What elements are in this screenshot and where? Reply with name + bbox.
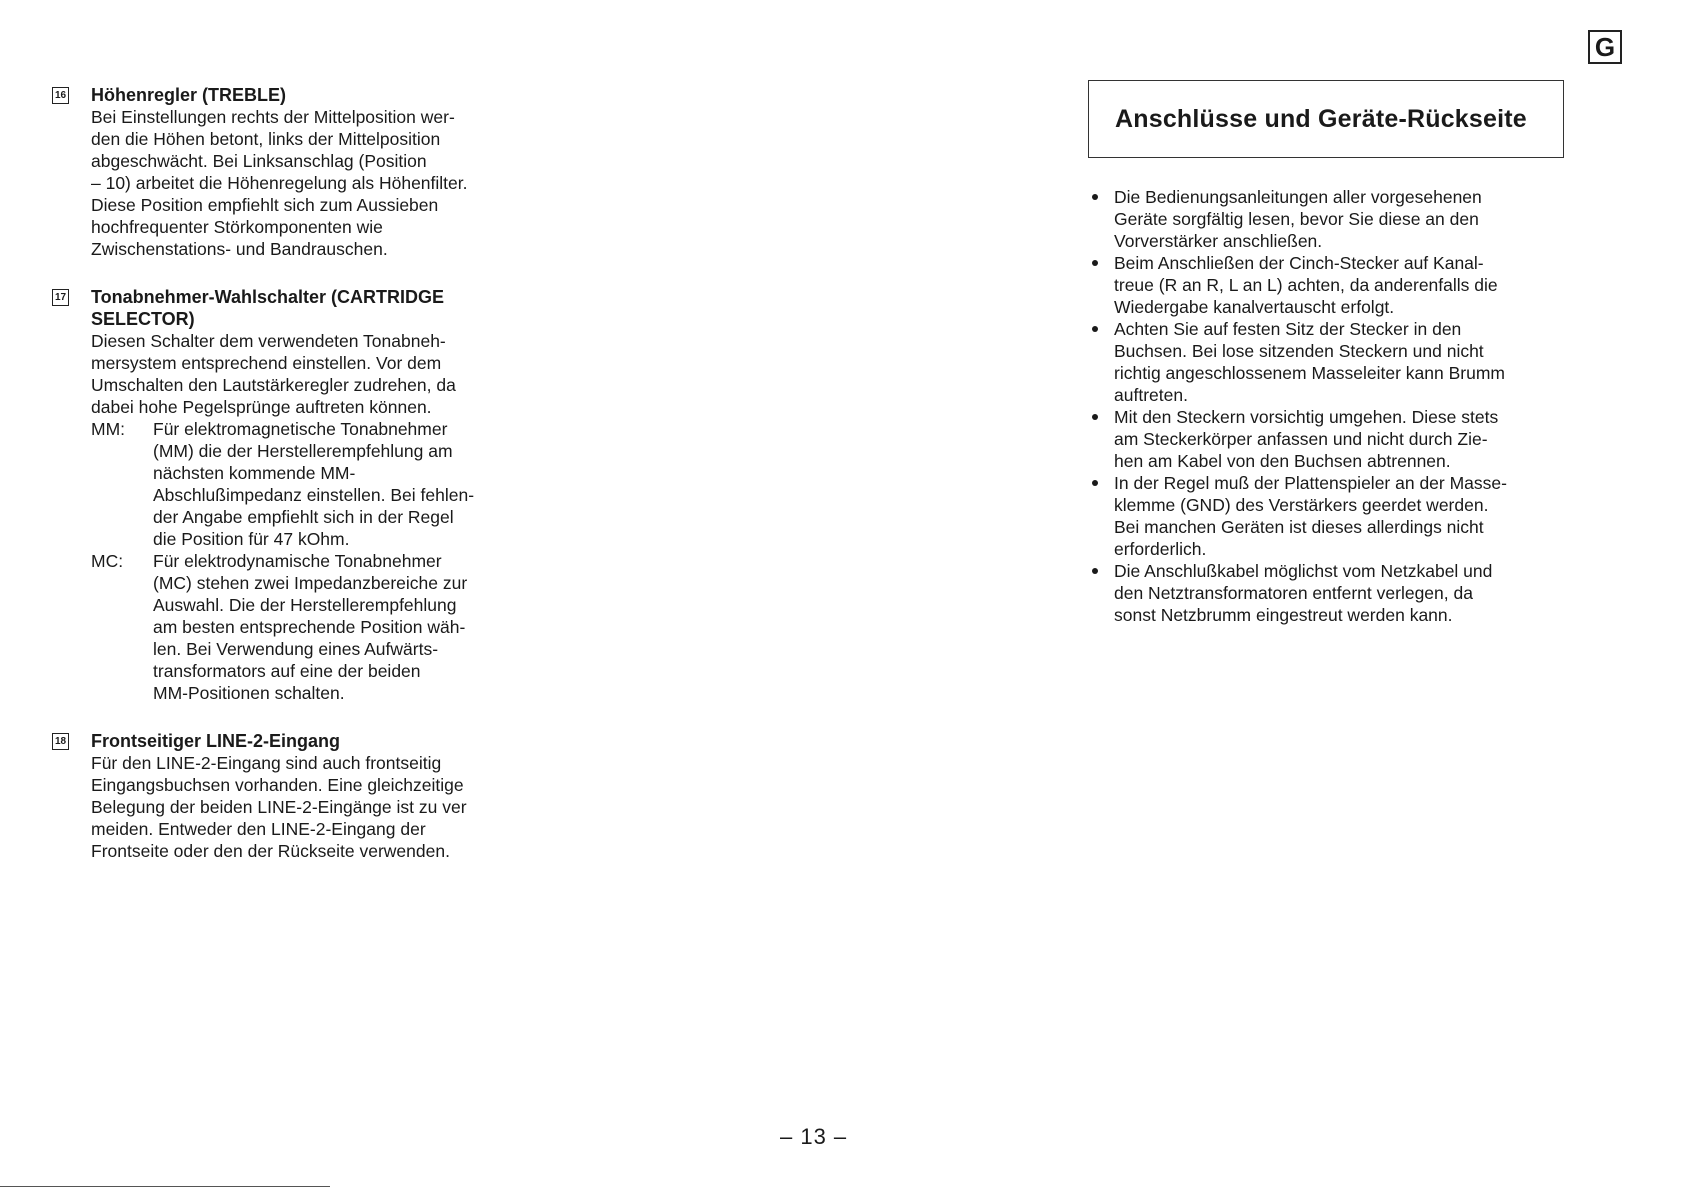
bullet-icon <box>1092 260 1098 266</box>
bullet-icon <box>1092 194 1098 200</box>
text-line: Für elektromagnetische Tonabnehmer <box>153 419 448 439</box>
text-line: – 10) arbeitet die Höhenregelung als Höhenfilter. <box>91 173 468 193</box>
text-line: Buchsen. Bei lose sitzenden Steckern und nicht <box>1114 341 1484 361</box>
text-line: Bei Einstellungen rechts der Mittelposition wer- <box>91 107 455 127</box>
text-line: Frontseite oder den der Rückseite verwenden. <box>91 841 450 861</box>
text-line: Zwischenstations- und Bandrauschen. <box>91 239 388 259</box>
section-number-16: 16 <box>52 87 69 104</box>
section-title: Höhenregler (TREBLE) <box>91 85 287 105</box>
title-line: Tonabnehmer-Wahlschalter (CARTRIDGE <box>91 287 445 307</box>
text-line: Mit den Steckern vorsichtig umgehen. Diese stets <box>1114 407 1499 427</box>
text-line: treue (R an R, L an L) achten, da anderenfalls die <box>1114 275 1498 295</box>
text-line: Die Anschlußkabel möglichst vom Netzkabel und <box>1114 561 1493 581</box>
right-column <box>1088 80 1588 626</box>
section-text <box>91 106 592 260</box>
page-number: – 13 – <box>780 1124 848 1149</box>
text-line: Diesen Schalter dem verwendeten Tonabneh- <box>91 331 446 351</box>
list-item <box>1088 318 1566 406</box>
section-treble <box>52 84 592 260</box>
text-line: Geräte sorgfältig lesen, bevor Sie diese an den <box>1114 209 1479 229</box>
list-item <box>1088 252 1566 318</box>
definition-text <box>153 418 533 550</box>
text-line: hochfrequenter Störkomponenten wie <box>91 217 383 237</box>
text-line: meiden. Entweder den LINE-2-Eingang der <box>91 819 426 839</box>
definition-mm <box>91 418 592 550</box>
bullet-icon <box>1092 480 1098 486</box>
text-line: Wiedergabe kanalvertauscht erfolgt. <box>1114 297 1395 317</box>
text-line: Für elektrodynamische Tonabnehmer <box>153 551 442 571</box>
text-line: Auswahl. Die der Herstellerempfehlung <box>153 595 457 615</box>
text-line: am besten entsprechende Position wäh- <box>153 617 466 637</box>
page-heading: Anschlüsse und Geräte-Rückseite <box>1115 104 1527 133</box>
text-line: mersystem entsprechend einstellen. Vor dem <box>91 353 442 373</box>
text-line: Umschalten den Lautstärkeregler zudrehen, da <box>91 375 456 395</box>
text-line: Achten Sie auf festen Sitz der Stecker in den <box>1114 319 1462 339</box>
definition-term: MM: <box>91 419 126 439</box>
text-line: Vorverstärker anschließen. <box>1114 231 1323 251</box>
bullet-list <box>1088 186 1566 626</box>
section-title: Frontseitiger LINE-2-Eingang <box>91 731 341 751</box>
text-line: sonst Netzbrumm eingestreut werden kann. <box>1114 605 1453 625</box>
text-line: auftreten. <box>1114 385 1188 405</box>
text-line: richtig angeschlossenem Masseleiter kann Brumm <box>1114 363 1505 383</box>
text-line: In der Regel muß der Plattenspieler an der Masse- <box>1114 473 1507 493</box>
section-text <box>91 752 592 862</box>
text-line: der Angabe empfiehlt sich in der Regel <box>153 507 454 527</box>
language-badge: G <box>1588 30 1622 64</box>
left-column <box>52 84 592 888</box>
text-line: dabei hohe Pegelsprünge auftreten können. <box>91 397 432 417</box>
text-line: Die Bedienungsanleitungen aller vorgesehenen <box>1114 187 1482 207</box>
section-title <box>91 286 592 330</box>
list-item <box>1088 472 1566 560</box>
text-line: Abschlußimpedanz einstellen. Bei fehlen- <box>153 485 475 505</box>
text-line: len. Bei Verwendung eines Aufwärts- <box>153 639 439 659</box>
bullet-icon <box>1092 414 1098 420</box>
section-number-18: 18 <box>52 733 69 750</box>
text-line: klemme (GND) des Verstärkers geerdet werden. <box>1114 495 1489 515</box>
text-line: transformators auf eine der beiden <box>153 661 421 681</box>
text-line: Eingangsbuchsen vorhanden. Eine gleichzeitige <box>91 775 464 795</box>
section-text <box>91 330 592 418</box>
text-line: erforderlich. <box>1114 539 1207 559</box>
text-line: Diese Position empfiehlt sich zum Aussieben <box>91 195 439 215</box>
text-line: (MC) stehen zwei Impedanzbereiche zur <box>153 573 468 593</box>
text-line: MM-Positionen schalten. <box>153 683 345 703</box>
heading-box <box>1088 80 1564 158</box>
definition-mc <box>91 550 592 704</box>
text-line: nächsten kommende MM- <box>153 463 356 483</box>
text-line: (MM) die der Herstellerempfehlung am <box>153 441 453 461</box>
text-line: hen am Kabel von den Buchsen abtrennen. <box>1114 451 1451 471</box>
bullet-icon <box>1092 326 1098 332</box>
section-cartridge-selector <box>52 286 592 704</box>
text-line: abgeschwächt. Bei Linksanschlag (Position <box>91 151 427 171</box>
text-line: Beim Anschließen der Cinch-Stecker auf Kanal- <box>1114 253 1484 273</box>
bullet-icon <box>1092 568 1098 574</box>
definition-term: MC: <box>91 551 124 571</box>
text-line: den Netztransformatoren entfernt verlegen, da <box>1114 583 1473 603</box>
text-line: die Position für 47 kOhm. <box>153 529 350 549</box>
text-line: am Steckerkörper anfassen und nicht durch Zie- <box>1114 429 1488 449</box>
scan-edge-line <box>0 1186 330 1187</box>
title-line: SELECTOR) <box>91 309 195 329</box>
text-line: Bei manchen Geräten ist dieses allerdings nicht <box>1114 517 1484 537</box>
section-number-17: 17 <box>52 289 69 306</box>
text-line: den die Höhen betont, links der Mittelposition <box>91 129 441 149</box>
section-front-line2-input <box>52 730 592 862</box>
definition-text <box>153 550 533 704</box>
text-line: Für den LINE-2-Eingang sind auch frontseitig <box>91 753 442 773</box>
list-item <box>1088 186 1566 252</box>
text-line: Belegung der beiden LINE-2-Eingänge ist zu ver <box>91 797 467 817</box>
list-item <box>1088 406 1566 472</box>
list-item <box>1088 560 1566 626</box>
